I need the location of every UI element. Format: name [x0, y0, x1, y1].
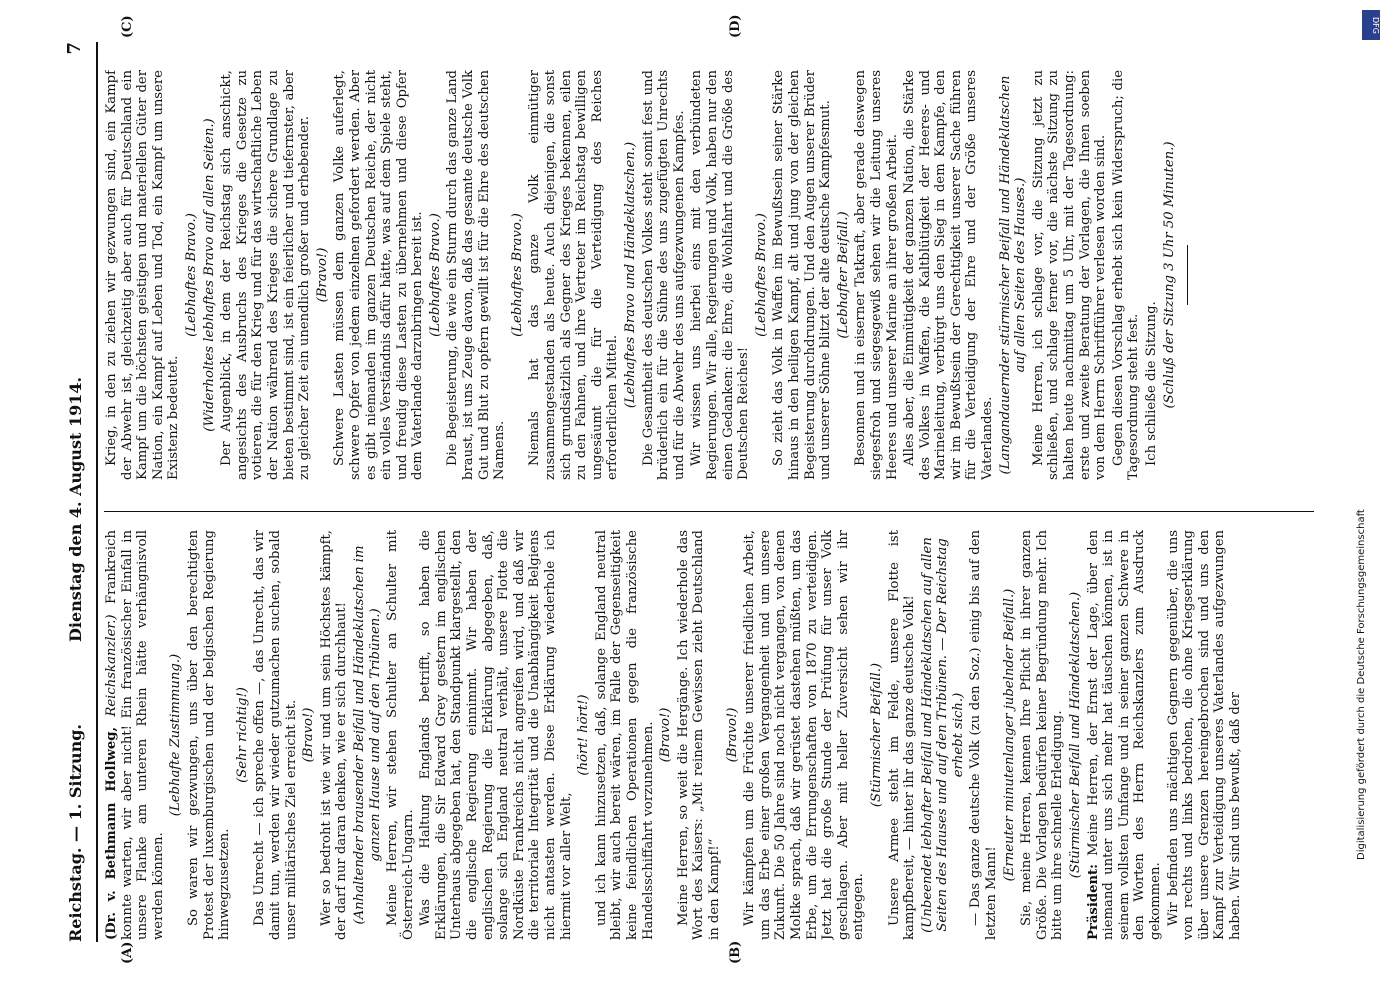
speech-paragraph: Wir kämpfen um die Früchte unserer friedlichen Arbeit, um das Erbe einer großen Vergangenheit und um unsere Zukunft. Die 50 Jahre sind noch nicht vergangen, von denen Moltke sprach, daß wir gerüstet dastehen müßten, um das Erbe, um die Errungenschaften von 1870 zu verteidigen. Jetzt hat die große Stunde der Prüfung für unser Volk geschlagen. Aber mit heller Zuversicht sehen wir ihr entgegen.: [742, 530, 867, 940]
speech-paragraph: Besonnen und in eiserner Tatkraft, aber gerade deswegen siegesfroh und siegesgewiß sehen wir die Leitung unseres Heeres und unserer Marine an ihrer großen Arbeit.: [853, 70, 900, 480]
speech-paragraph: Schwere Lasten müssen dem ganzen Volke auferlegt, schwere Opfer von jedem einzelnen gefordert werden. Aber es gibt niemanden im ganzen Deutschen Reiche, der nicht ein volles Verständnis dafür hätte, was auf dem Spiele steht, und freudig diese Lasten zu übernehmen und diese Opfer dem Vaterlande darzubringen bereit ist.: [332, 70, 426, 480]
margin-marker-c: (C): [120, 15, 135, 38]
interjection-remark: (Lebhafte Zustimmung.): [168, 653, 184, 817]
speech-paragraph: Ich schließe die Sitzung.: [1144, 301, 1159, 466]
interjection-remark: (Bravo!): [658, 707, 674, 763]
speech-paragraph: Wir wissen uns hierbei eins mit den verbündeten Regierungen. Wir alle, Regierungen und Volk, haben nur den einen Gedanken: die Ehre, die Wohlfahrt und die Größe des Deutschen Reiches!: [689, 70, 752, 480]
interjection-remark: (Stürmischer Beifall und Händeklatschen.): [1068, 591, 1084, 879]
interjection-remark: (Langandauernder stürmischer Beifall und Händeklatschen auf allen Seiten des Hauses.): [997, 75, 1029, 475]
page-header: [60, 42, 98, 942]
interjection-remark: (Bravo!): [724, 707, 740, 763]
column-divider: [104, 511, 1314, 512]
speech-paragraph: Gegen diesen Vorschlag erhebt sich kein Widerspruch; die Tagesordnung steht fest.: [1110, 70, 1142, 480]
speech-paragraph: Alles aber, die Einmütigkeit der ganzen Nation, die Stärke des Volkes in Waffen, die Kaltblütigkeit der Heeres- und Marineleitung, verbürgt uns den Sieg in dem Kampfe, den wir im Bewußtsein der Gerechtigkeit unserer Sache führen für die Verteidigung der Ehre und der Größe unseres Vaterlandes.: [902, 70, 996, 480]
speech-paragraph: Die Begeisterung, die wie ein Sturm durch das ganze Land braust, ist uns Zeuge davon, daß das gesamte deutsche Volk Gut und Blut zu opfern gewillt ist für die Ehre des deutschen Namens.: [445, 70, 508, 480]
speech-paragraph: Unsere Armee steht im Felde, unsere Flotte ist kampfbereit, — hinter ihr das ganze deutsche Volk!: [886, 530, 918, 940]
speech-paragraph: Wer so bedroht ist wie wir und um sein Höchstes kämpft, der darf nur daran denken, wie er sich durchhaut!: [318, 530, 350, 940]
left-column: [104, 530, 1314, 940]
speech-text: Meine Herren, der Ernst der Lage, über den niemand unter uns sich mehr hat täuschen können, ist in seinem vollsten Umfange und in seiner ganzen Schwere in den Worten des Herrn Reichskanzlers zum Ausdruck gekommen.: [1085, 530, 1163, 940]
interjection-remark: (Anhaltender brausender Beifall und Händeklatschen im ganzen Hause und auf den Tribünen.): [351, 545, 383, 925]
interjection-remark: (Bravo!): [314, 247, 330, 303]
margin-marker-b: (B): [728, 940, 743, 964]
speech-paragraph: Wir befinden uns mächtigen Gegnern gegenüber, die uns von rechts und links bedrohen, die ohne Kriegserklärung über unsere Grenzen hereingebrochen sind und uns den Kampf zur Verteidigung unseres Vaterlandes aufgezwungen haben. Wir sind uns bewußt, daß der: [1165, 530, 1243, 940]
speaker-name: Präsident:: [1085, 863, 1101, 940]
interjection-remark: (Sehr richtig!): [234, 687, 250, 783]
header-date: Dienstag den 4. August 1914.: [66, 376, 85, 642]
speech-paragraph: — Das ganze deutsche Volk (zu den Soz.) einig bis auf den letzten Mann!: [968, 530, 1000, 940]
speech-paragraph: Sie, meine Herren, kennen Ihre Pflicht in ihrer ganzen Größe. Die Vorlagen bedürfen keiner Begründung mehr. Ich bitte um ihre schnelle Erledigung.: [1019, 530, 1066, 940]
header-session: Reichstag. — 1. Sitzung.: [66, 724, 85, 942]
interjection-remark: (Schluß der Sitzung 3 Uhr 50 Minuten.): [1161, 141, 1177, 409]
page-number: 7: [64, 42, 85, 55]
interjection-remark: (Lebhaftes Bravo.): [509, 213, 525, 337]
interjection-remark: (Lebhaftes Bravo.): [183, 213, 199, 337]
speaker-paragraph: [104, 530, 166, 940]
dfg-logo: DFG: [1362, 10, 1380, 40]
speech-text: Frankreich konnte warten, wir aber nicht! Ein französischer Einfall in unsere Flanke am unteren Rhein hätte verhängnisvoll werden können.: [104, 530, 166, 940]
speech-paragraph: So zieht das Volk in Waffen im Bewußtsein seiner Stärke hinaus in den heiligen Kampf, alt und jung von der gleichen Begeisterung durchdrungen. Und den Augen unserer Brüder und unserer Söhne blitzt der alte deutsche Kampfesmut.: [771, 70, 834, 480]
speech-paragraph: und ich kann hinzusetzen, daß, solange England neutral bleibt, wir auch bereit wären, im Falle der Gegenseitigkeit keine feindlichen Operationen gegen die französische Handelsschiffahrt vorzunehmen.: [593, 530, 656, 940]
speech-paragraph: Meine Herren, ich schlage vor, die Sitzung jetzt zu schließen, und schlage ferner vor, die nächste Sitzung zu halten heute nachmittag um 5 Uhr, mit der Tagesordnung: erste und zweite Beratung der Vorlagen, die Ihnen soeben von dem Herrn Schriftführer verlesen worden sind.: [1030, 70, 1109, 480]
margin-marker-d: (D): [728, 14, 743, 38]
interjection-remark: (Erneuter minutenlanger jubelnder Beifall.): [1001, 588, 1017, 882]
speech-paragraph: Die Gesamtheit des deutschen Volkes steht somit fest und brüderlich ein für die Sühne des uns zugefügten Unrechts und für die Abwehr des uns aufgezwungenen Kampfes.: [640, 70, 687, 480]
interjection-remark: (Stürmischer Beifall.): [868, 662, 884, 808]
speech-paragraph: Krieg, in den zu ziehen wir gezwungen sind, ein Kampf der Abwehr ist, gleichzeitig aber auch für Deutschland ein Kampf um die höchsten geistigen und materiellen Güter der Nation, ein Kampf auf Leben und Tod, ein Kampf um unsere Existenz bedeutet.: [104, 70, 182, 480]
interjection-remark: (Unbeendet lebhafter Beifall und Händeklatschen auf allen Seiten des Hauses und auf den Tribünen. — Der Reichstag erhebt sich.): [919, 537, 966, 933]
interjection-remark: (Lebhaftes Bravo.): [753, 213, 769, 337]
margin-marker-a: (A): [120, 941, 135, 964]
digitization-note: Digitalisierung gefördert durch die Deutsche Forschungsgemeinschaft: [1356, 509, 1367, 860]
right-column: [104, 70, 1314, 480]
interjection-remark: (hört! hört!): [576, 694, 592, 776]
speech-paragraph: Der Augenblick, in dem der Reichstag sich anschickt, angesichts des Ausbruchs des Krieges die Gesetze zu votieren, die für den Krieg und für das wirtschaftliche Leben der Nation während des Krieges die sichere Grundlage zu bieten bestimmt sind, ist ein feierlicher und tiefernster, aber zu gleicher Zeit ein unendlich großer und erhebender.: [219, 70, 313, 480]
end-rule: [1187, 245, 1188, 305]
speech-paragraph: Niemals hat das ganze Volk einmütiger zusammengestanden als heute. Auch diejenigen, die sonst sich grundsätzlich als Gegner des Krieges bekennen, eilen zu den Fahnen, und ihre Vertreter im Reichstag bewilligen ungesäumt die für die Verteidigung des Reiches erforderlichen Mittel.: [527, 70, 621, 480]
interjection-remark: (Lebhafter Beifall.): [835, 211, 851, 339]
speaker-paragraph: [1086, 530, 1164, 940]
interjection-remark: (Lebhaftes Bravo.): [427, 213, 443, 337]
interjection-remark: (Widerholtes lebhaftes Bravo auf allen Seiten.): [201, 118, 217, 432]
speech-paragraph: Meine Herren, so weit die Hergänge. Ich wiederhole das Wort des Kaisers: „Mit reinem Gewissen zieht Deutschland in den Kampf!“: [675, 530, 722, 940]
speech-paragraph: So waren wir gezwungen, uns über den berechtigten Protest der luxemburgischen und der belgischen Regierung hinwegzusetzen.: [185, 530, 233, 940]
speaker-name: (Dr. v. Bethmann Hollweg,: [104, 726, 119, 940]
speech-paragraph: Meine Herren, wir stehen Schulter an Schulter mit Österreich-Ungarn.: [385, 530, 416, 940]
speech-paragraph: Das Unrecht — ich spreche offen —, das Unrecht, das wir damit tun, werden wir wieder gutzumachen suchen, sobald unser militärisches Ziel erreicht ist.: [252, 530, 299, 940]
speaker-role: Reichskanzler.): [104, 614, 119, 717]
interjection-remark: (Bravo!): [301, 707, 317, 763]
speech-paragraph: Was die Haltung Englands betrifft, so haben die Erklärungen, die Sir Edward Grey gestern im englischen Unterhaus abgegeben hat, den Standpunkt klargestellt, den die englische Regierung einnimmt. Wir haben der englischen Regierung die Erklärung abgegeben, daß, solange sich England neutral verhält, unsere Flotte die Nordküste Frankreichs nicht angreifen wird, und daß wir die territoriale Integrität und die Unabhängigkeit Belgiens nicht antasten werden. Diese Erklärung wiederhole ich hiermit vor aller Welt,: [418, 530, 574, 940]
interjection-remark: (Lebhaftes Bravo und Händeklatschen.): [623, 141, 638, 409]
